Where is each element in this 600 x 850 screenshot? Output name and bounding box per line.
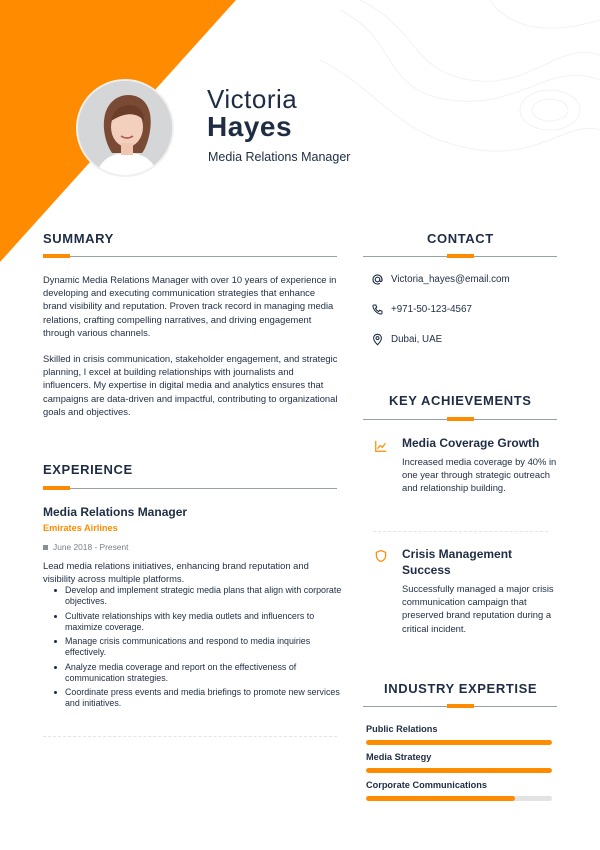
experience-dates-text: June 2018 - Present	[53, 542, 129, 552]
achievement-description: Increased media coverage by 40% in one year through strategic outreach and relationship building.	[402, 456, 557, 494]
skill-bar	[366, 768, 552, 773]
expertise-accent	[447, 704, 474, 708]
summary-rule	[43, 256, 337, 257]
skill-bar-fill	[366, 740, 552, 745]
phone-icon	[371, 303, 384, 316]
experience-heading: EXPERIENCE	[43, 462, 133, 477]
contact-email[interactable]	[371, 273, 510, 286]
achievements-heading: KEY ACHIEVEMENTS	[389, 393, 532, 408]
achievements-accent	[447, 417, 474, 421]
achievement-title: Crisis Management Success	[402, 547, 513, 577]
summary-heading: SUMMARY	[43, 231, 114, 246]
skill-bar	[366, 740, 552, 745]
experience-divider	[43, 736, 337, 737]
experience-dates	[43, 542, 128, 552]
experience-accent	[43, 486, 70, 490]
contact-accent	[447, 254, 474, 258]
contact-email-text: Victoria_hayes@email.com	[391, 274, 510, 285]
experience-bullet: Develop and implement strategic media plans that align with corporate objectives.	[53, 585, 343, 607]
achievements-divider	[373, 531, 548, 532]
background-contour-pattern	[320, 0, 600, 200]
contact-heading: CONTACT	[427, 231, 494, 246]
skill-label: Media Strategy	[366, 752, 432, 762]
contact-location	[371, 333, 442, 346]
experience-rule	[43, 488, 337, 489]
skill-bar	[366, 796, 552, 801]
experience-bullets	[53, 585, 343, 713]
at-icon	[371, 273, 384, 286]
contact-location-text: Dubai, UAE	[391, 334, 443, 345]
profile-photo-image	[78, 81, 174, 177]
job-title: Media Relations Manager	[208, 150, 351, 164]
summary-accent	[43, 254, 70, 258]
shield-icon	[374, 549, 388, 563]
summary-paragraph-2: Skilled in crisis communication, stakeholder engagement, and strategic planning, I excel at building relationships with journalists and influencers. My expertise in digital media and analytics ensures that campaigns are data-driven and impactful, contributing to organizational goals and objectives.	[43, 353, 338, 417]
experience-company: Emirates Airlines	[43, 523, 118, 533]
skill-label: Corporate Communications	[366, 780, 487, 790]
calendar-icon	[43, 545, 48, 550]
last-name: Hayes	[207, 111, 293, 142]
skill-label: Public Relations	[366, 724, 438, 734]
first-name: Victoria	[207, 84, 298, 114]
achievement-title: Media Coverage Growth	[402, 436, 540, 450]
experience-role: Media Relations Manager	[43, 505, 188, 519]
expertise-heading: INDUSTRY EXPERTISE	[384, 681, 538, 696]
achievement-description: Successfully managed a major crisis communication campaign that preserved brand reputation during a critical incident.	[402, 583, 554, 634]
trend-chart-icon	[374, 439, 388, 453]
skill-bar-fill	[366, 796, 515, 801]
contact-phone[interactable]	[371, 303, 472, 316]
experience-bullet: Analyze media coverage and report on the effectiveness of communication strategies.	[53, 662, 343, 684]
experience-bullet: Manage crisis communications and respond to media inquiries effectively.	[53, 636, 343, 658]
experience-description: Lead media relations initiatives, enhancing brand reputation and visibility across multiple platforms.	[43, 560, 309, 585]
experience-bullet: Cultivate relationships with key media outlets and influencers to maximize coverage.	[53, 611, 343, 633]
experience-bullet: Coordinate press events and media briefings to promote new services and initiatives.	[53, 687, 343, 709]
location-pin-icon	[371, 333, 384, 346]
skill-bar-fill	[366, 768, 552, 773]
summary-paragraph-1: Dynamic Media Relations Manager with over 10 years of experience in developing and executing communication strategies that enhance brand visibility and reputation. Proven track record in managing media relations, crafting compelling narratives, and driving engagement through various channels.	[43, 274, 337, 338]
contact-phone-text: +971-50-123-4567	[391, 304, 472, 315]
profile-photo	[76, 79, 174, 177]
